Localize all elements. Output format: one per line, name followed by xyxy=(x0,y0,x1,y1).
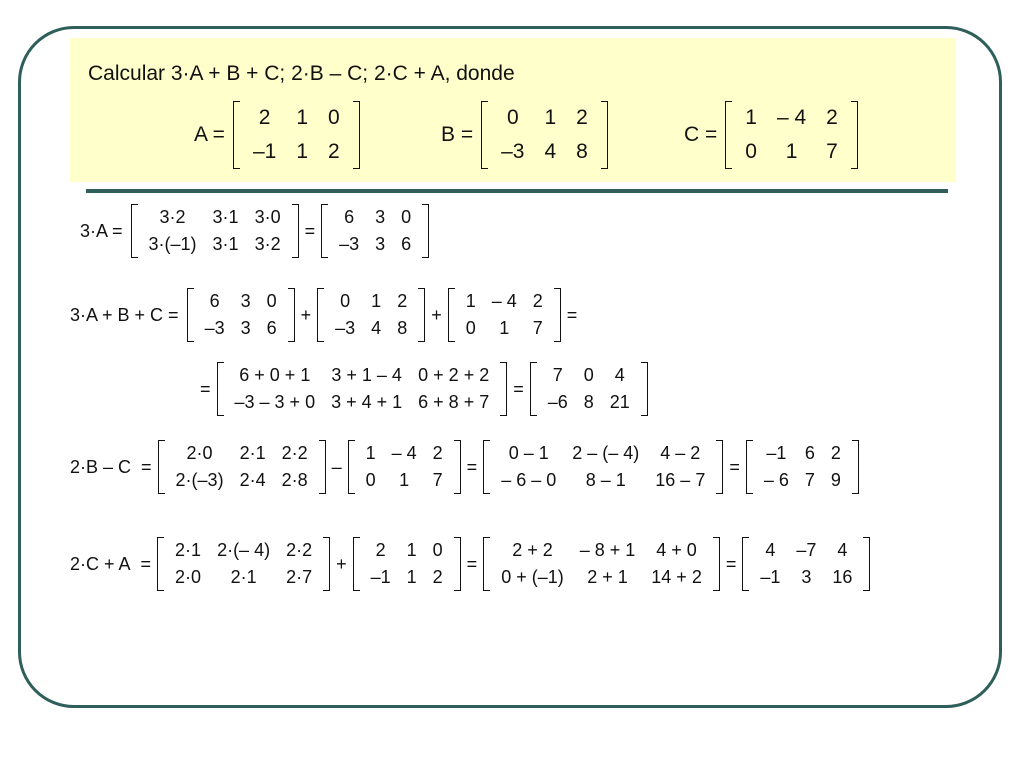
matrix-row xyxy=(227,362,498,389)
matrix-cell: 4 xyxy=(765,540,776,560)
matrix-cell: 2 xyxy=(532,291,543,311)
matrix-row xyxy=(167,537,320,564)
matrix-cell: –3 xyxy=(335,318,356,338)
matrix-cell: 2 xyxy=(826,106,838,129)
matrix-cell: 4 xyxy=(371,318,382,338)
matrix-cell: 3·(–1) xyxy=(148,234,197,254)
equals-sign: = xyxy=(141,456,152,477)
matrix-grid xyxy=(363,537,451,591)
matrix-cell: 3·0 xyxy=(254,207,281,227)
matrix-row xyxy=(752,564,860,591)
matrix xyxy=(321,204,429,258)
matrix-cell: 7 xyxy=(432,470,443,490)
matrix xyxy=(233,101,360,169)
matrix-cell: 2·2 xyxy=(286,540,313,560)
matrix-cell: 2 xyxy=(576,106,588,129)
matrix-cell: 2·0 xyxy=(175,567,202,587)
matrix-cell: 2·1 xyxy=(239,443,266,463)
expression-label: 2·C + A xyxy=(70,553,131,574)
matrix-row xyxy=(141,231,289,258)
matrix-grid xyxy=(331,204,419,258)
matrix-cell: 1 xyxy=(365,443,376,463)
matrix-grid xyxy=(458,288,551,342)
matrix-row xyxy=(493,564,710,591)
matrix-cell: 6 xyxy=(266,318,277,338)
matrix-cell: 7 xyxy=(552,365,563,385)
matrix-cell: 9 xyxy=(830,470,841,490)
matrix-row xyxy=(227,389,498,416)
matrix-cell: 7 xyxy=(804,470,815,490)
matrix xyxy=(746,440,859,494)
matrix-row xyxy=(168,440,316,467)
matrix-cell: 3 xyxy=(240,291,251,311)
matrix-cell: –6 xyxy=(547,392,568,412)
matrix-cell: –1 xyxy=(370,567,391,587)
matrix-cell: 16 – 7 xyxy=(655,470,706,490)
matrix xyxy=(353,537,461,591)
matrix-cell: 0 xyxy=(506,106,519,129)
matrix-cell: 3·1 xyxy=(212,207,239,227)
matrix-cell: 7 xyxy=(532,318,543,338)
matrix-grid xyxy=(141,204,289,258)
matrix-cell: 4 xyxy=(544,140,557,163)
matrix-row xyxy=(756,440,849,467)
matrix-cell: –1 xyxy=(252,140,277,163)
matrix-row xyxy=(363,564,451,591)
matrix-label: A = xyxy=(194,123,225,146)
matrix-grid xyxy=(243,101,350,169)
step-3a xyxy=(80,204,431,258)
equals-sign: = xyxy=(466,553,478,574)
plus-sign: + xyxy=(336,553,347,574)
matrix-cell: 2·2 xyxy=(281,443,308,463)
matrix-row xyxy=(331,204,419,231)
matrix-cell: 8 – 1 xyxy=(585,470,626,490)
matrix-cell: –3 xyxy=(204,318,225,338)
matrix-row xyxy=(752,537,860,564)
matrix-grid xyxy=(493,440,713,494)
matrix xyxy=(317,288,425,342)
matrix-cell: 3·1 xyxy=(212,234,239,254)
matrix-row xyxy=(491,135,598,169)
matrix-cell: 6 xyxy=(344,207,355,227)
equals-sign: = xyxy=(513,378,524,399)
equals-sign: = xyxy=(140,553,152,574)
matrix-row xyxy=(197,288,285,315)
matrix-row xyxy=(458,288,551,315)
matrix-row xyxy=(493,467,713,494)
matrix xyxy=(448,288,561,342)
matrix-grid xyxy=(167,537,320,591)
matrix-grid xyxy=(227,362,498,416)
matrix-grid xyxy=(735,101,848,169)
matrix-cell: – 6 – 0 xyxy=(501,470,557,490)
matrix-row xyxy=(756,467,849,494)
matrix-row xyxy=(540,362,638,389)
equals-sign: = xyxy=(566,304,578,325)
matrix-cell: 2·1 xyxy=(175,540,202,560)
matrix-cell: 1 xyxy=(406,540,417,560)
matrix-cell: 2 – (– 4) xyxy=(572,443,640,463)
matrix-cell: 0 + 2 + 2 xyxy=(418,365,490,385)
matrix-grid xyxy=(358,440,451,494)
matrix-cell: 4 + 0 xyxy=(656,540,697,560)
matrix-cell: –3 xyxy=(501,140,525,163)
matrix-cell: 2·8 xyxy=(281,470,308,490)
matrix-cell: 1 xyxy=(465,291,476,311)
equals-sign: = xyxy=(466,456,478,477)
matrix-row xyxy=(735,135,848,169)
matrix-cell: 0 xyxy=(340,291,351,311)
equals-sign: = xyxy=(725,553,737,574)
matrix-cell: 0 xyxy=(745,140,757,163)
matrix-grid xyxy=(540,362,638,416)
matrix-cell: 1 xyxy=(296,106,308,129)
matrix xyxy=(481,101,608,169)
matrix-cell: 21 xyxy=(609,392,630,412)
matrix-cell: 1 xyxy=(745,106,757,129)
matrix-cell: – 4 xyxy=(391,443,417,463)
matrix xyxy=(483,537,720,591)
given-matrix-c xyxy=(684,101,860,169)
matrix xyxy=(158,440,326,494)
matrix-row xyxy=(493,440,713,467)
matrix xyxy=(187,288,295,342)
matrix-cell: 4 xyxy=(614,365,625,385)
matrix-cell: 3 + 4 + 1 xyxy=(331,392,403,412)
matrix-grid xyxy=(491,101,598,169)
matrix-cell: 6 xyxy=(209,291,220,311)
matrix-row xyxy=(363,537,451,564)
equals-sign: = xyxy=(729,456,740,477)
matrix-row xyxy=(243,101,350,135)
matrix xyxy=(157,537,330,591)
expression-label: 2·B – C xyxy=(70,456,132,477)
matrix xyxy=(483,440,723,494)
matrix xyxy=(530,362,648,416)
matrix-cell: 0 xyxy=(266,291,277,311)
matrix-cell: 1 xyxy=(371,291,382,311)
matrix-row xyxy=(493,537,710,564)
matrix-cell: 2·(–3) xyxy=(175,470,224,490)
matrix-row xyxy=(141,204,289,231)
matrix-row xyxy=(331,231,419,258)
matrix-cell: 8 xyxy=(583,392,594,412)
matrix-cell: – 4 xyxy=(776,106,807,129)
matrix-cell: 16 xyxy=(832,567,853,587)
matrix-row xyxy=(168,467,316,494)
matrix-cell: 2·4 xyxy=(239,470,266,490)
matrix-cell: 3·2 xyxy=(254,234,281,254)
matrix-row xyxy=(197,315,285,342)
matrix-cell: 8 xyxy=(576,140,588,163)
matrix-cell: 1 xyxy=(399,470,410,490)
matrix-cell: 2 xyxy=(375,540,386,560)
step-2b-minus-c xyxy=(70,440,861,494)
step-2c-plus-a xyxy=(70,537,872,591)
plus-sign: + xyxy=(300,304,312,325)
matrix-cell: – 4 xyxy=(491,291,517,311)
equals-sign: = xyxy=(304,220,316,241)
matrix-row xyxy=(540,389,638,416)
matrix-cell: 6 + 8 + 7 xyxy=(418,392,490,412)
matrix-grid xyxy=(493,537,710,591)
matrix-row xyxy=(167,564,320,591)
matrix-cell: 2 xyxy=(830,443,841,463)
matrix-cell: 3 xyxy=(240,318,251,338)
given-matrix-a xyxy=(194,101,362,169)
matrix xyxy=(131,204,299,258)
matrix-cell: 2·(– 4) xyxy=(217,540,271,560)
matrix-cell: 6 xyxy=(804,443,815,463)
matrix-cell: 2 + 1 xyxy=(587,567,628,587)
matrix-cell: 2·0 xyxy=(186,443,213,463)
matrix-grid xyxy=(168,440,316,494)
matrix-cell: –3 – 3 + 0 xyxy=(234,392,316,412)
matrix-cell: 3 xyxy=(375,234,386,254)
matrix-cell: 1 xyxy=(296,140,308,163)
expression-label: 3·A + B + C = xyxy=(70,304,179,325)
matrix-row xyxy=(327,288,415,315)
matrix-cell: 2 + 2 xyxy=(512,540,553,560)
matrix-label: C = xyxy=(684,123,718,146)
matrix-cell: 0 – 1 xyxy=(508,443,549,463)
matrix-grid xyxy=(327,288,415,342)
matrix-cell: 8 xyxy=(397,318,408,338)
matrix xyxy=(348,440,461,494)
matrix-cell: 3 + 1 – 4 xyxy=(331,365,402,385)
matrix-cell: 2 xyxy=(397,291,408,311)
matrix-cell: 0 xyxy=(365,470,376,490)
matrix-row xyxy=(735,101,848,135)
matrix xyxy=(217,362,508,416)
minus-sign: – xyxy=(331,456,342,477)
matrix-cell: 4 xyxy=(837,540,848,560)
matrix-cell: 3 xyxy=(801,567,812,587)
step-3a-plus-b-plus-c xyxy=(70,288,581,342)
matrix-cell: 2 xyxy=(328,140,340,163)
matrix-cell: – 8 + 1 xyxy=(579,540,636,560)
matrix-cell: –1 xyxy=(766,443,787,463)
matrix-cell: 0 xyxy=(401,207,412,227)
matrix-cell: 1 xyxy=(499,318,510,338)
matrix-cell: – 6 xyxy=(763,470,789,490)
matrix-cell: 3·2 xyxy=(159,207,186,227)
matrix-cell: 1 xyxy=(406,567,417,587)
matrix-cell: 0 xyxy=(583,365,594,385)
matrix-cell: 2 xyxy=(432,567,443,587)
matrix-grid xyxy=(197,288,285,342)
divider-line xyxy=(86,189,948,193)
matrix-cell: 7 xyxy=(826,140,838,163)
matrix-cell: 6 xyxy=(401,234,412,254)
matrix-cell: 0 xyxy=(465,318,476,338)
matrix-row xyxy=(458,315,551,342)
matrix-cell: 1 xyxy=(544,106,557,129)
matrix-cell: 0 xyxy=(328,106,340,129)
matrix-label: B = xyxy=(441,123,474,146)
matrix-cell: –1 xyxy=(760,567,781,587)
matrix-row xyxy=(358,440,451,467)
matrix-row xyxy=(358,467,451,494)
matrix-cell: 14 + 2 xyxy=(651,567,702,587)
matrix-row xyxy=(491,101,598,135)
matrix-grid xyxy=(756,440,849,494)
matrix-grid xyxy=(752,537,860,591)
matrix-cell: 2 xyxy=(258,106,271,129)
matrix-cell: –3 xyxy=(339,234,360,254)
matrix-row xyxy=(327,315,415,342)
matrix-cell: 2·1 xyxy=(230,567,257,587)
matrix-cell: 2 xyxy=(432,443,443,463)
matrix-cell: 6 + 0 + 1 xyxy=(239,365,311,385)
plus-sign: + xyxy=(431,304,442,325)
matrix xyxy=(742,537,870,591)
matrix-cell: 2·7 xyxy=(286,567,313,587)
matrix-cell: 0 + (–1) xyxy=(501,567,564,587)
matrix-cell: 3 xyxy=(375,207,386,227)
matrix xyxy=(725,101,858,169)
step-3a-plus-b-plus-c-result xyxy=(196,362,650,416)
matrix-cell: –7 xyxy=(796,540,817,560)
equals-sign: = xyxy=(200,378,211,399)
matrix-cell: 4 – 2 xyxy=(660,443,701,463)
expression-label: 3·A = xyxy=(80,220,123,241)
problem-title: Calcular 3·A + B + C; 2·B – C; 2·C + A, donde xyxy=(88,62,515,85)
given-matrix-b xyxy=(441,101,610,169)
matrix-cell: 0 xyxy=(432,540,443,560)
matrix-row xyxy=(243,135,350,169)
matrix-cell: 1 xyxy=(785,140,798,163)
